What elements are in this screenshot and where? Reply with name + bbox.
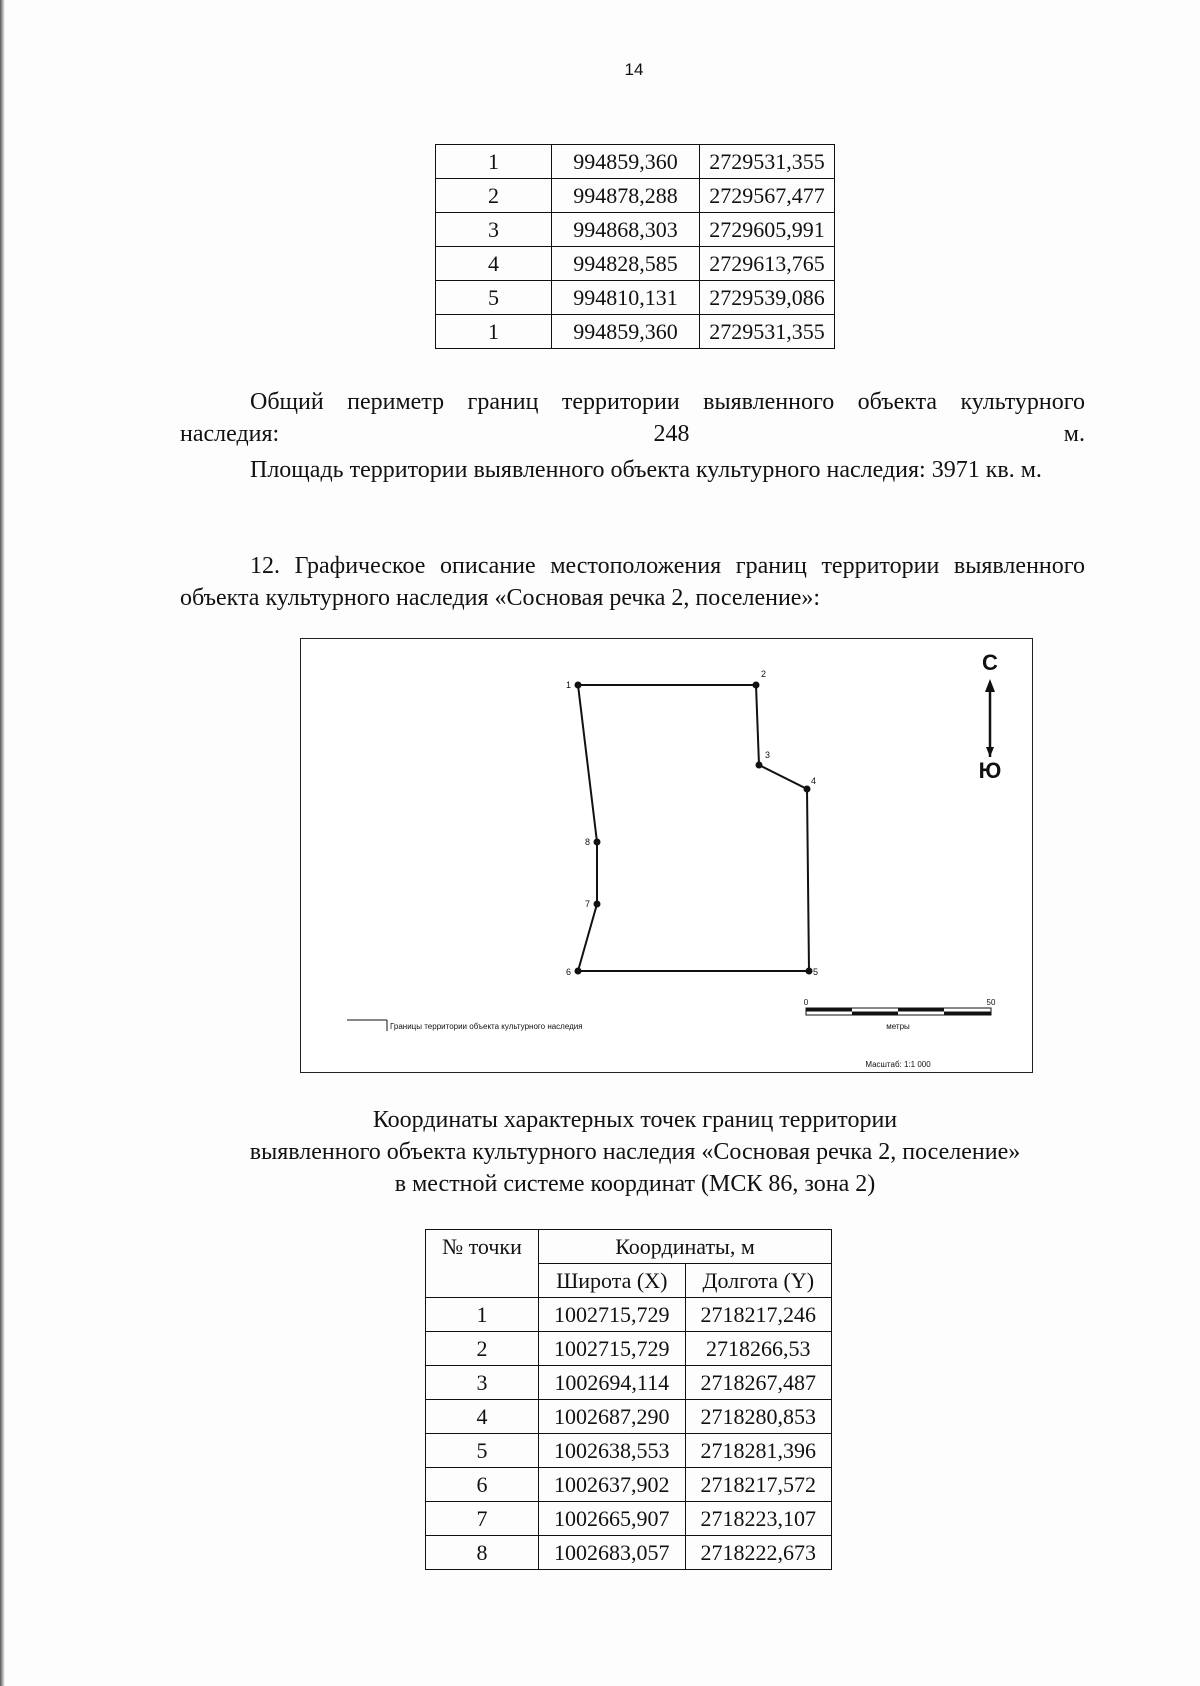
y-coordinate-cell: 2718223,107 xyxy=(685,1502,832,1536)
point-number-cell: 5 xyxy=(436,281,552,315)
point-number-cell: 2 xyxy=(436,179,552,213)
table-row xyxy=(426,1366,832,1400)
area-paragraph: Площадь территории выявленного объекта культурного наследия: 3971 кв. м. xyxy=(250,457,1042,483)
y-coordinate-cell: 2729531,355 xyxy=(700,145,835,179)
table-row xyxy=(436,247,835,281)
table-row xyxy=(436,281,835,315)
vertex-label-8: 8 xyxy=(585,837,591,847)
point-number-cell: 8 xyxy=(426,1536,539,1570)
vertex-6 xyxy=(575,968,582,975)
legend-label: Границы территории объекта культурного наследия xyxy=(390,1022,583,1031)
table-row xyxy=(426,1434,832,1468)
x-coordinate-cell: 1002694,114 xyxy=(539,1366,686,1400)
scale-ratio-label: Масштаб: 1:1 000 xyxy=(865,1060,931,1069)
x-coordinate-cell: 1002683,057 xyxy=(539,1536,686,1570)
boundary-vertices xyxy=(575,682,813,975)
scale-start-label: 0 xyxy=(803,998,809,1007)
x-coordinate-cell: 994878,288 xyxy=(552,179,700,213)
point-number-cell: 1 xyxy=(426,1298,539,1332)
x-coordinate-cell: 1002715,729 xyxy=(539,1298,686,1332)
table-row xyxy=(426,1502,832,1536)
vertex-label-2: 2 xyxy=(761,669,767,679)
table-row xyxy=(436,179,835,213)
point-number-cell: 6 xyxy=(426,1468,539,1502)
y-coordinate-cell: 2718266,53 xyxy=(685,1332,832,1366)
table-row xyxy=(436,213,835,247)
caption-line-1: Координаты характерных точек границ территории xyxy=(372,1107,898,1133)
x-coordinate-cell: 994868,303 xyxy=(552,213,700,247)
vertex-8 xyxy=(594,839,601,846)
x-coordinate-cell: 994828,585 xyxy=(552,247,700,281)
vertex-1 xyxy=(575,682,582,689)
x-coordinate-cell: 1002638,553 xyxy=(539,1434,686,1468)
compass-south-letter: Ю xyxy=(978,758,1002,783)
north-arrow-icon xyxy=(979,650,1002,783)
table-row xyxy=(426,1400,832,1434)
x-coordinate-cell: 1002665,907 xyxy=(539,1502,686,1536)
table-row xyxy=(426,1536,832,1570)
graphic-description-paragraph: 12. Графическое описание местоположения границ территории выявленного объекта культурного наследия «Сосновая речка 2, поселение»: xyxy=(180,553,1085,611)
compass-north-letter: С xyxy=(982,650,998,675)
vertex-label-1: 1 xyxy=(566,680,572,690)
header-latitude-x: Широта (X) xyxy=(539,1264,686,1298)
vertex-label-7: 7 xyxy=(585,899,591,909)
x-coordinate-cell: 1002715,729 xyxy=(539,1332,686,1366)
caption-line-3: в местной системе координат (МСК 86, зона 2) xyxy=(394,1171,876,1197)
vertex-label-4: 4 xyxy=(811,776,817,786)
y-coordinate-cell: 2729539,086 xyxy=(700,281,835,315)
boundary-map-svg xyxy=(301,639,1034,1074)
point-number-cell: 1 xyxy=(436,145,552,179)
coordinates-table-continued xyxy=(435,144,835,349)
point-number-cell: 4 xyxy=(436,247,552,281)
scale-end-label: 50 xyxy=(986,998,996,1007)
caption-line-2: выявленного объекта культурного наследия «Сосновая речка 2, поселение» xyxy=(249,1139,1021,1165)
y-coordinate-cell: 2729567,477 xyxy=(700,179,835,213)
vertex-label-6: 6 xyxy=(566,967,572,977)
perimeter-paragraph: Общий периметр границ территории выявленного объекта культурного наследия: 248 м. xyxy=(180,389,1085,447)
point-number-cell: 3 xyxy=(426,1366,539,1400)
point-number-cell: 5 xyxy=(426,1434,539,1468)
x-coordinate-cell: 994859,360 xyxy=(552,145,700,179)
y-coordinate-cell: 2718280,853 xyxy=(685,1400,832,1434)
vertex-3 xyxy=(756,762,763,769)
table-row xyxy=(426,1468,832,1502)
vertex-5 xyxy=(806,968,813,975)
scale-bar xyxy=(804,998,996,1069)
x-coordinate-cell: 1002637,902 xyxy=(539,1468,686,1502)
header-longitude-y: Долгота (Y) xyxy=(685,1264,832,1298)
header-coordinates: Координаты, м xyxy=(539,1230,832,1264)
table-row xyxy=(426,1298,832,1332)
point-number-cell: 4 xyxy=(426,1400,539,1434)
scale-unit-label: метры xyxy=(886,1022,910,1031)
y-coordinate-cell: 2718281,396 xyxy=(685,1434,832,1468)
point-number-cell: 7 xyxy=(426,1502,539,1536)
map-legend xyxy=(347,1020,583,1031)
point-number-cell: 2 xyxy=(426,1332,539,1366)
y-coordinate-cell: 2718267,487 xyxy=(685,1366,832,1400)
page-number: 14 xyxy=(624,60,644,79)
vertex-4 xyxy=(804,786,811,793)
table-row xyxy=(436,315,835,349)
y-coordinate-cell: 2718217,246 xyxy=(685,1298,832,1332)
vertex-label-3: 3 xyxy=(765,750,771,760)
boundary-map xyxy=(300,638,1033,1073)
y-coordinate-cell: 2729531,355 xyxy=(700,315,835,349)
vertex-2 xyxy=(753,682,760,689)
point-number-cell: 1 xyxy=(436,315,552,349)
y-coordinate-cell: 2729613,765 xyxy=(700,247,835,281)
x-coordinate-cell: 994810,131 xyxy=(552,281,700,315)
x-coordinate-cell: 1002687,290 xyxy=(539,1400,686,1434)
vertex-7 xyxy=(594,901,601,908)
boundary-polygon xyxy=(578,685,809,971)
table-row xyxy=(426,1332,832,1366)
coordinates-table xyxy=(425,1229,832,1570)
y-coordinate-cell: 2718217,572 xyxy=(685,1468,832,1502)
y-coordinate-cell: 2718222,673 xyxy=(685,1536,832,1570)
x-coordinate-cell: 994859,360 xyxy=(552,315,700,349)
table-row xyxy=(436,145,835,179)
y-coordinate-cell: 2729605,991 xyxy=(700,213,835,247)
scan-edge xyxy=(0,0,5,1686)
header-point-number: № точки xyxy=(426,1230,539,1298)
vertex-label-5: 5 xyxy=(813,967,819,977)
point-number-cell: 3 xyxy=(436,213,552,247)
